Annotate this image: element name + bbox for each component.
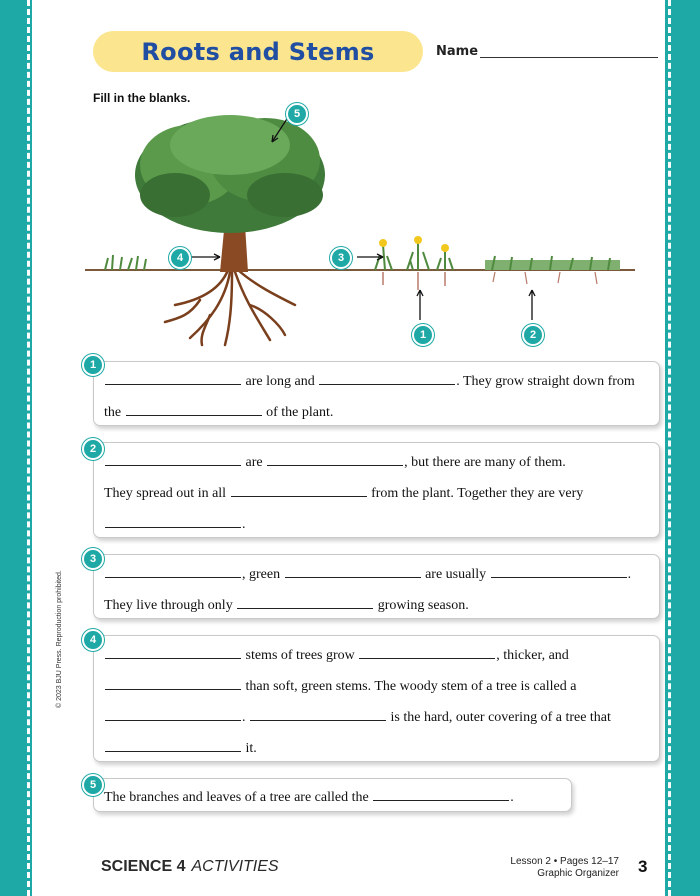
- question-2-line: [104, 451, 566, 471]
- answer-blank[interactable]: [359, 644, 495, 659]
- dandelion-plants: [375, 236, 453, 290]
- question-text: .: [510, 790, 514, 805]
- answer-blank[interactable]: [126, 401, 262, 416]
- diagram-label-5: 5: [286, 103, 308, 125]
- question-1-line: [104, 401, 333, 421]
- question-text: .: [242, 517, 246, 532]
- question-number-4: 4: [82, 629, 104, 651]
- question-2-line: [104, 513, 246, 533]
- footer-subject: SCIENCE 4 ACTIVITIES: [101, 858, 279, 875]
- plant-diagram: [80, 100, 640, 350]
- answer-blank[interactable]: [105, 737, 241, 752]
- question-5-line: [104, 786, 514, 806]
- answer-blank[interactable]: [105, 513, 241, 528]
- question-1-line: [104, 370, 635, 390]
- question-3-line: [104, 563, 631, 583]
- question-number-2: 2: [82, 438, 104, 460]
- question-text: are long and: [242, 374, 319, 389]
- question-number-5: 5: [82, 774, 104, 796]
- answer-blank[interactable]: [105, 706, 241, 721]
- tree-roots: [165, 270, 295, 345]
- answer-blank[interactable]: [285, 563, 421, 578]
- answer-blank[interactable]: [373, 786, 509, 801]
- question-text: is the hard, outer covering of a tree that: [387, 710, 611, 725]
- answer-blank[interactable]: [105, 370, 241, 385]
- question-number-3: 3: [82, 548, 104, 570]
- question-4-line: [104, 675, 576, 695]
- answer-blank[interactable]: [105, 563, 241, 578]
- question-text: growing season.: [374, 598, 469, 613]
- question-4-line: [104, 644, 569, 664]
- answer-blank[interactable]: [105, 675, 241, 690]
- question-text: of the plant.: [262, 405, 334, 420]
- question-text: . They grow straight down from: [456, 374, 635, 389]
- page-number: 3: [638, 857, 648, 876]
- question-text: than soft, green stems. The woody stem of a tree is called a: [242, 679, 577, 694]
- question-text: They spread out in all: [104, 486, 230, 501]
- title-banner: [93, 31, 423, 72]
- question-text: The branches and leaves of a tree are called the: [104, 790, 373, 805]
- grass-left: [105, 255, 146, 270]
- question-text: the: [104, 405, 125, 420]
- question-number-1: 1: [82, 354, 104, 376]
- diagram-label-4: 4: [169, 247, 191, 269]
- question-text: .: [627, 567, 632, 582]
- instructions: Fill in the blanks.: [93, 91, 191, 105]
- question-text: are usually: [421, 567, 490, 582]
- diagram-label-1: 1: [412, 324, 434, 346]
- answer-blank[interactable]: [237, 594, 373, 609]
- answer-blank[interactable]: [231, 482, 367, 497]
- question-text: , green: [242, 567, 284, 582]
- answer-blank[interactable]: [105, 451, 241, 466]
- grass-right: [485, 256, 620, 284]
- question-4-line: [104, 737, 257, 757]
- question-4-line: [104, 706, 611, 726]
- question-text: are: [242, 455, 267, 470]
- name-field[interactable]: [480, 57, 658, 58]
- answer-blank[interactable]: [491, 563, 627, 578]
- answer-blank[interactable]: [319, 370, 455, 385]
- question-text: , but there are many of them.: [404, 455, 566, 470]
- name-label: Name: [436, 44, 479, 59]
- question-text: , thicker, and: [496, 648, 569, 663]
- tree-canopy: [135, 115, 325, 233]
- question-text: stems of trees grow: [242, 648, 359, 663]
- answer-blank[interactable]: [267, 451, 403, 466]
- page-title: Roots and Stems: [141, 37, 375, 66]
- answer-blank[interactable]: [105, 644, 241, 659]
- left-border-band: [0, 0, 32, 896]
- right-border-band: [665, 0, 700, 896]
- question-text: They live through only: [104, 598, 237, 613]
- diagram-label-3: 3: [330, 247, 352, 269]
- question-3-line: [104, 594, 469, 614]
- question-text: from the plant. Together they are very: [367, 486, 584, 501]
- question-2-line: [104, 482, 583, 502]
- answer-blank[interactable]: [250, 706, 386, 721]
- question-text: .: [242, 710, 249, 725]
- question-text: it.: [242, 741, 257, 756]
- diagram-label-2: 2: [522, 324, 544, 346]
- footer-lesson-info: Lesson 2 • Pages 12–17 Graphic Organizer: [510, 856, 619, 879]
